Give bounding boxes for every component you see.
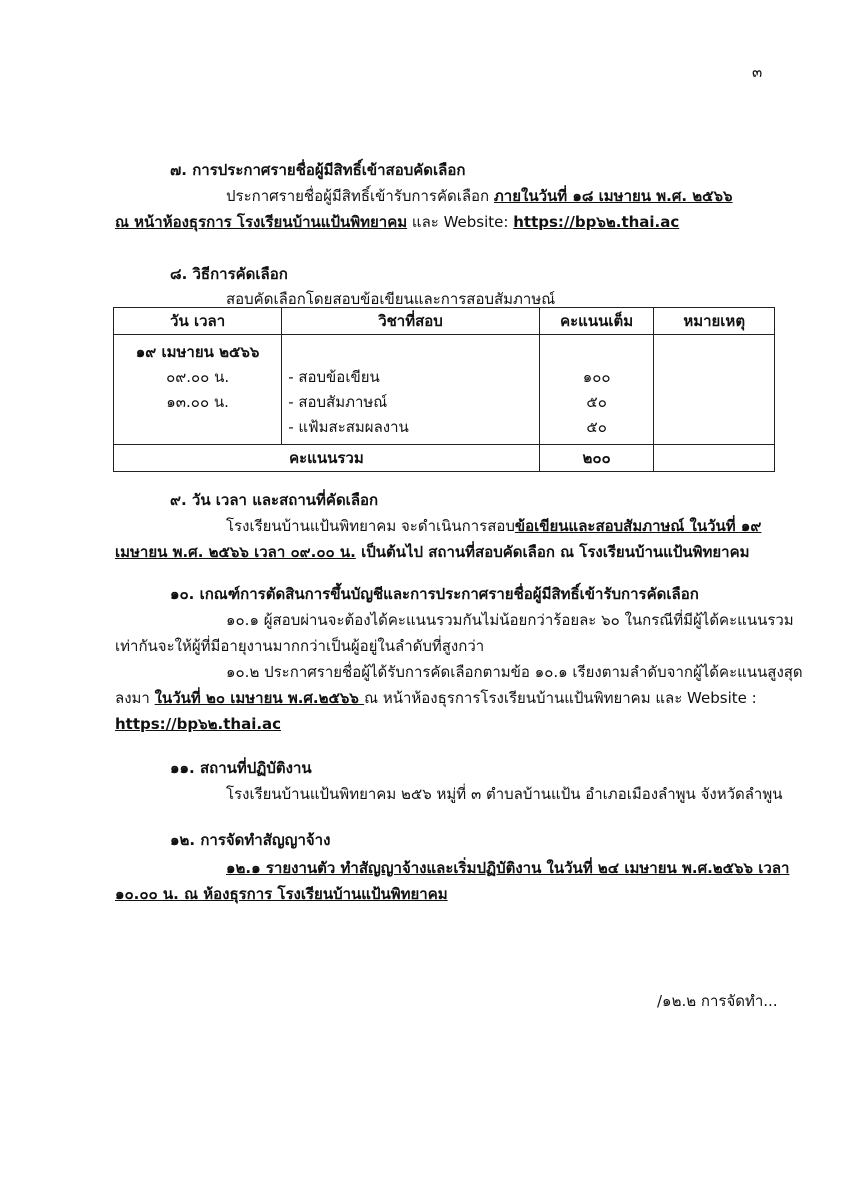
total-value: ๒๐๐ xyxy=(539,445,654,472)
s7-website-link[interactable]: https://bp๖๒.thai.ac xyxy=(513,213,680,231)
subject-cell xyxy=(282,335,540,445)
section-9-heading: ๙. วัน เวลา และสถานที่คัดเลือก xyxy=(170,491,379,509)
s10-text: ลงมา xyxy=(115,689,155,707)
score-portfolio: ๕๐ xyxy=(586,418,607,436)
header-subject: วิชาที่สอบ xyxy=(282,308,540,335)
s7-date: ภายในวันที่ ๑๘ เมษายน พ.ศ. ๒๕๖๖ xyxy=(493,187,733,205)
section-7-heading: ๗. การประกาศรายชื่อผู้มีสิทธิ์เข้าสอบคัดเลือก xyxy=(170,161,466,179)
s9-location: เป็นต้นไป สถานที่สอบคัดเลือก ณ โรงเรียนบ้านแป้นพิทยาคม xyxy=(355,543,750,561)
total-row xyxy=(114,445,775,472)
section-11-heading: ๑๑. สถานที่ปฏิบัติงาน xyxy=(170,759,312,777)
section-12-line-1: ๑๒.๑ รายงานตัว ทำสัญญาจ้างและเริ่มปฏิบัติงาน ในวันที่ ๒๔ เมษายน พ.ศ.๒๕๖๖ เวลา xyxy=(226,859,790,877)
total-remarks xyxy=(654,445,775,472)
section-9-line-2 xyxy=(115,540,750,564)
table-header-row xyxy=(114,308,775,335)
s10-date: ในวันที่ ๒๐ เมษายน พ.ศ.๒๕๖๖ xyxy=(154,689,365,707)
section-12-line-2: ๑๐.๐๐ น. ณ ห้องธุรการ โรงเรียนบ้านแป้นพิทยาคม xyxy=(115,885,448,903)
s9-date-time: เมษายน พ.ศ. ๒๕๖๖ เวลา ๐๙.๐๐ น. xyxy=(115,543,356,561)
section-10-p1-line-1: ๑๐.๑ ผู้สอบผ่านจะต้องได้คะแนนรวมกันไม่น้อยกว่าร้อยละ ๖๐ ในกรณีที่มีผู้ได้คะแนนรวม xyxy=(226,611,794,629)
section-10-heading: ๑๐. เกณฑ์การตัดสินการขึ้นบัญชีและการประกาศรายชื่อผู้มีสิทธิ์เข้ารับการคัดเลือก xyxy=(170,585,699,603)
continuation-note: /๑๒.๒ การจัดทำ... xyxy=(657,992,778,1010)
s10-website-link[interactable]: https://bp๖๒.thai.ac xyxy=(115,715,282,733)
time-empty xyxy=(114,415,281,440)
section-8-heading: ๘. วิธีการคัดเลือก xyxy=(170,265,288,283)
section-10-p2-line-1: ๑๐.๒ ประกาศรายชื่อผู้ได้รับการคัดเลือกตามข้อ ๑๐.๑ เรียงตามลำดับจากผู้ได้คะแนนสูงสุด xyxy=(226,663,803,681)
subject-portfolio: - แฟ้มสะสมผลงาน xyxy=(288,418,409,436)
remarks-cell xyxy=(654,335,775,445)
section-12-heading: ๑๒. การจัดทำสัญญาจ้าง xyxy=(170,831,331,849)
s10-location: ณ หน้าห้องธุรการโรงเรียนบ้านแป้นพิทยาคม และ Website : xyxy=(364,689,757,707)
time-afternoon: ๑๓.๐๐ น. xyxy=(166,393,229,411)
s7-location: ณ หน้าห้องธุรการ โรงเรียนบ้านแป้นพิทยาคม xyxy=(115,213,408,231)
s7-text: ประกาศรายชื่อผู้มีสิทธิ์เข้ารับการคัดเลือก xyxy=(226,187,494,205)
subject-written: - สอบข้อเขียน xyxy=(288,368,380,386)
score-written: ๑๐๐ xyxy=(582,368,611,386)
page-number: ๓ xyxy=(752,63,763,81)
section-7-line-2 xyxy=(115,210,679,234)
subject-interview: - สอบสัมภาษณ์ xyxy=(288,393,388,411)
total-label: คะแนนรวม xyxy=(114,445,540,472)
exam-schedule-table xyxy=(113,307,775,472)
header-remarks: หมายเหตุ xyxy=(654,308,775,335)
section-8-intro: สอบคัดเลือกโดยสอบข้อเขียนและการสอบสัมภาษณ์ xyxy=(226,290,556,308)
section-11-line: โรงเรียนบ้านแป้นพิทยาคม ๒๕๖ หมู่ที่ ๓ ตำบลบ้านแป้น อำเภอเมืองลำพูน จังหวัดลำพูน xyxy=(226,785,783,803)
exam-date: ๑๙ เมษายน ๒๕๖๖ xyxy=(135,343,260,361)
s7-website-label: และ Website: xyxy=(407,213,514,231)
table-row xyxy=(114,335,775,445)
section-10-p2-line-2 xyxy=(115,686,757,710)
s9-exam-type: ข้อเขียนและสอบสัมภาษณ์ ในวันที่ ๑๙ xyxy=(514,517,762,535)
time-morning: ๐๙.๐๐ น. xyxy=(166,368,230,386)
section-10-p1-line-2: เท่ากันจะให้ผู้ที่มีอายุงานมากกว่าเป็นผู้อยู่ในลำดับที่สูงกว่า xyxy=(115,637,485,655)
date-time-cell xyxy=(114,335,282,445)
s9-text: โรงเรียนบ้านแป้นพิทยาคม จะดำเนินการสอบ xyxy=(226,517,515,535)
score-cell xyxy=(539,335,654,445)
header-full-score: คะแนนเต็ม xyxy=(539,308,654,335)
section-9-line-1 xyxy=(226,514,761,538)
score-interview: ๕๐ xyxy=(586,393,607,411)
header-date-time: วัน เวลา xyxy=(114,308,282,335)
section-7-line-1 xyxy=(226,184,733,208)
